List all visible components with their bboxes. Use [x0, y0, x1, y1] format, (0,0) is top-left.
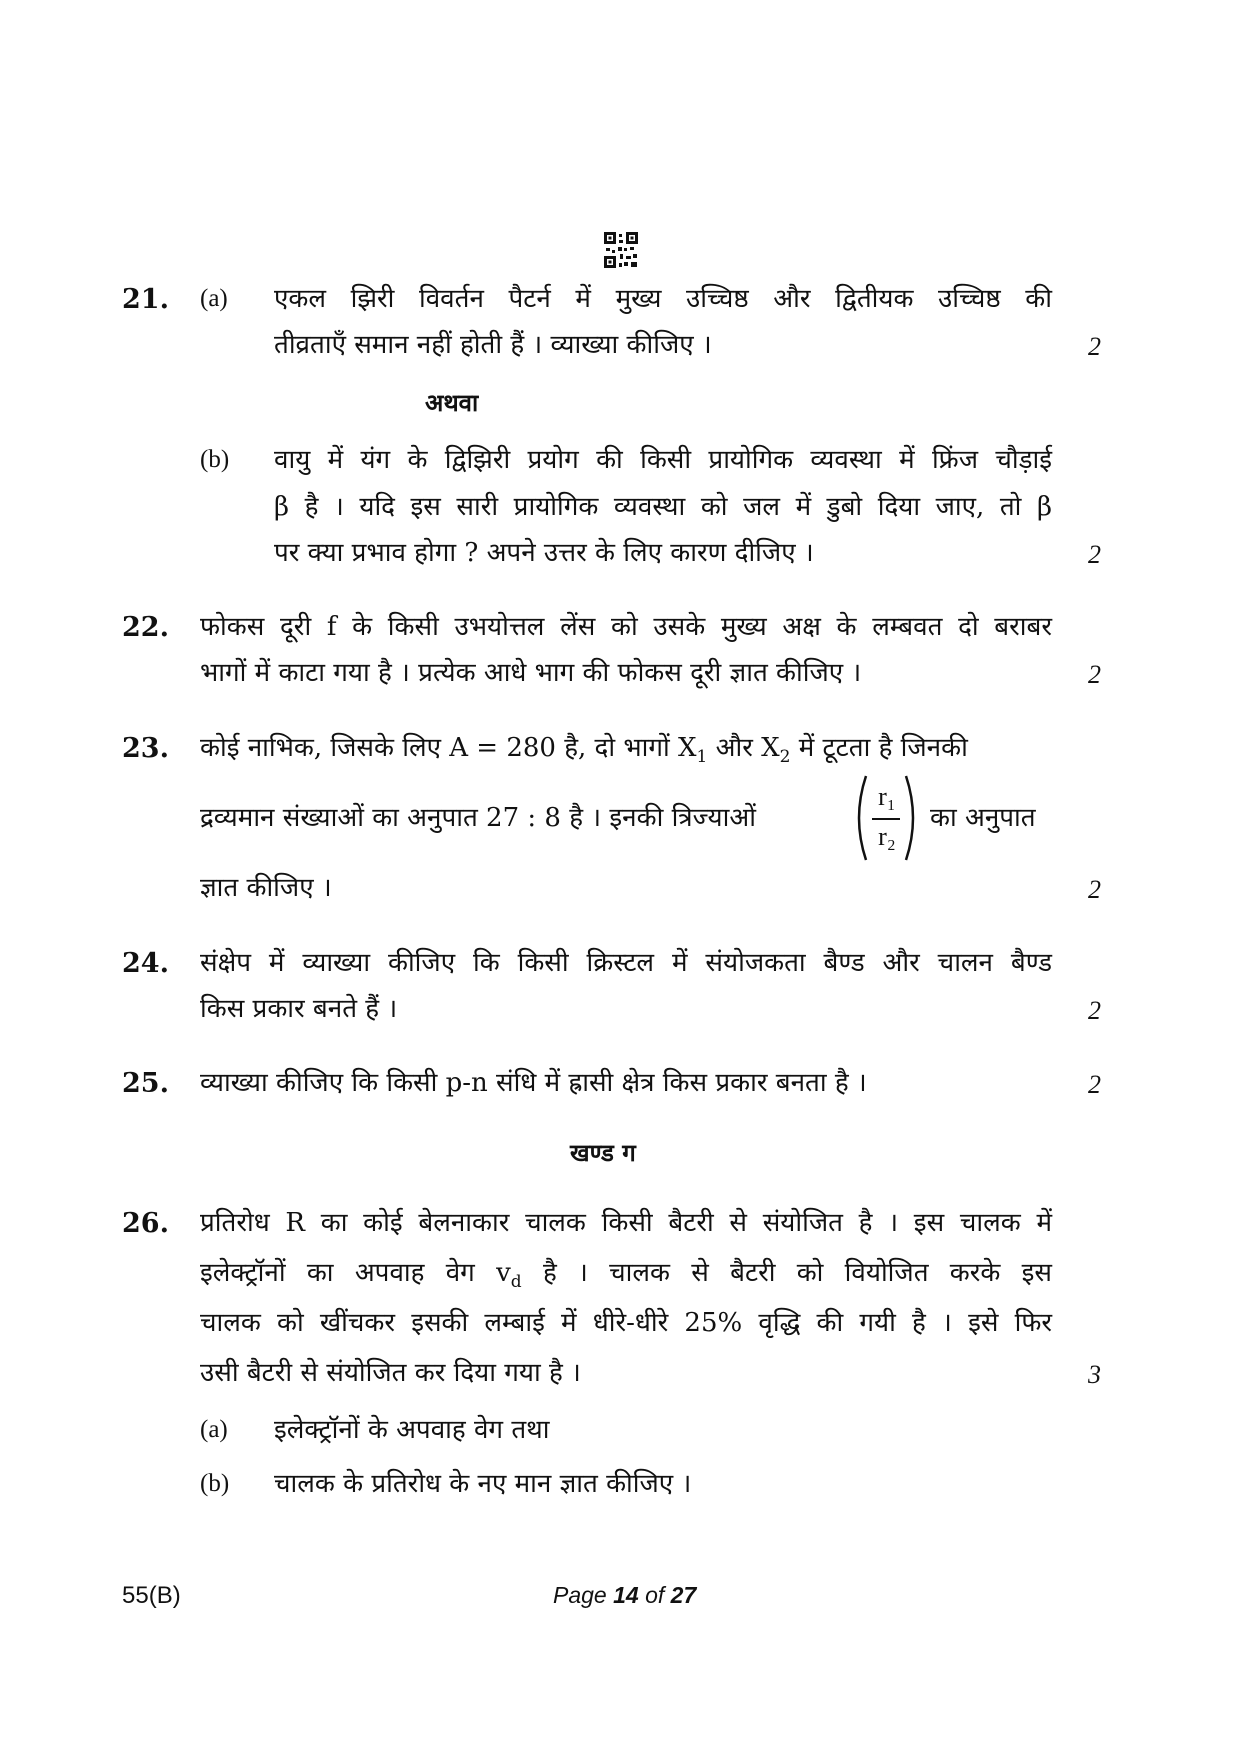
- question-text-line: वायु में यंग के द्विझिरी प्रयोग की किसी प्रायोगिक व्यवस्था में फ्रिंज चौड़ाई: [274, 445, 1052, 475]
- subscript: 2: [779, 747, 791, 768]
- marks-value: 2: [1088, 540, 1101, 569]
- question-number: 23.: [122, 733, 169, 764]
- question-text-line: β है । यदि इस सारी प्रायोगिक व्यवस्था को जल में डुबो दिया जाए, तो β: [274, 492, 1052, 522]
- text-segment: इलेक्ट्रॉनों का अपवाह वेग v: [200, 1258, 511, 1288]
- marks-value: 2: [1088, 996, 1101, 1025]
- subscript: d: [510, 1272, 522, 1293]
- page-total: 27: [670, 1582, 697, 1608]
- marks-value: 2: [1088, 875, 1101, 904]
- marks-value: 2: [1088, 332, 1101, 361]
- text-segment: में टूटता है जिनकी: [790, 733, 968, 763]
- subscript: 1: [696, 747, 708, 768]
- paper-code: 55(B): [122, 1582, 181, 1609]
- fraction-bar: [872, 818, 900, 820]
- page-indicator: [553, 1582, 696, 1609]
- question-text-line: [200, 735, 968, 766]
- text-segment: है । चालक से बैटरी को वियोजित करके इस: [521, 1258, 1052, 1288]
- question-text-line: संक्षेप में व्याख्या कीजिए कि किसी क्रिस्टल में संयोजकता बैण्ड और चालन बैण्ड: [200, 948, 1052, 978]
- sub-part-label: (b): [200, 1470, 230, 1497]
- question-text-line: चालक को खींचकर इसकी लम्बाई में धीरे-धीरे 25% वृद्धि की गयी है । इसे फिर: [200, 1308, 1052, 1338]
- question-text-line: भागों में काटा गया है । प्रत्येक आधे भाग की फोकस दूरी ज्ञात कीजिए ।: [200, 658, 862, 688]
- sub-part-label: (b): [200, 446, 230, 473]
- section-heading: खण्ड ग: [570, 1138, 636, 1167]
- question-number: 25.: [122, 1068, 169, 1099]
- marks-value: 2: [1088, 1070, 1101, 1099]
- text-segment: और X: [707, 733, 780, 763]
- fraction-denominator: r₂: [878, 822, 896, 851]
- question-text-line: इलेक्ट्रॉनों के अपवाह वेग तथा: [274, 1415, 550, 1445]
- page-current: 14: [613, 1582, 639, 1608]
- question-text-line: उसी बैटरी से संयोजित कर दिया गया है ।: [200, 1358, 581, 1388]
- question-text-line: प्रतिरोध R का कोई बेलनाकार चालक किसी बैटरी से संयोजित है । इस चालक में: [200, 1208, 1052, 1238]
- question-text-line: [200, 1260, 1052, 1291]
- question-text-line: पर क्या प्रभाव होगा ? अपने उत्तर के लिए कारण दीजिए ।: [274, 538, 814, 568]
- sub-part-label: (a): [200, 285, 228, 312]
- question-text-line: फोकस दूरी f के किसी उभयोत्तल लेंस को उसके मुख्य अक्ष के लम्बवत दो बराबर: [200, 612, 1052, 642]
- question-text-line: का अनुपात: [930, 803, 1036, 833]
- qr-code-icon: [604, 232, 638, 268]
- sub-part-label: (a): [200, 1416, 228, 1443]
- question-text-line: ज्ञात कीजिए ।: [200, 873, 332, 903]
- page-of: of: [638, 1582, 671, 1608]
- question-number: 22.: [122, 612, 169, 643]
- marks-value: 2: [1088, 660, 1101, 689]
- radius-ratio-fraction: [850, 772, 920, 864]
- question-text-line: तीव्रताएँ समान नहीं होती हैं । व्याख्या कीजिए ।: [274, 330, 712, 360]
- text-segment: कोई नाभिक, जिसके लिए A = 280 है, दो भागों X: [200, 733, 697, 763]
- question-text-line: व्याख्या कीजिए कि किसी p-n संधि में ह्रासी क्षेत्र किस प्रकार बनता है ।: [200, 1068, 867, 1098]
- question-text-line: एकल झिरी विवर्तन पैटर्न में मुख्य उच्चिष्ठ और द्वितीयक उच्चिष्ठ की: [274, 284, 1052, 314]
- page-prefix: Page: [553, 1582, 614, 1608]
- question-text-line: चालक के प्रतिरोध के नए मान ज्ञात कीजिए ।: [274, 1469, 692, 1499]
- question-text-line: किस प्रकार बनते हैं ।: [200, 994, 398, 1024]
- fraction-numerator: r₁: [878, 782, 896, 811]
- question-number: 24.: [122, 948, 169, 979]
- question-text-line: द्रव्यमान संख्याओं का अनुपात 27 : 8 है । इनकी त्रिज्याओं: [200, 803, 756, 833]
- question-number: 21.: [122, 284, 169, 315]
- or-divider-text: अथवा: [425, 388, 479, 417]
- marks-value: 3: [1088, 1360, 1101, 1389]
- question-number: 26.: [122, 1208, 169, 1239]
